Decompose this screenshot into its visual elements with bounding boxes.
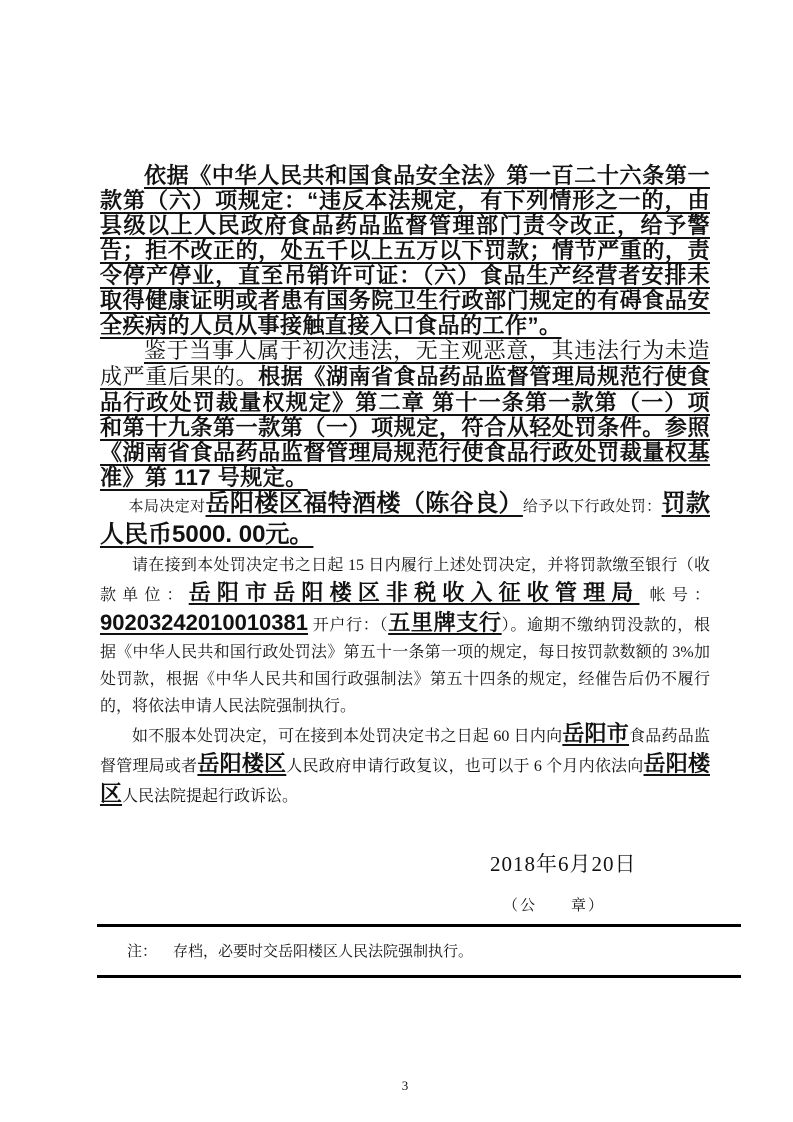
page-number <box>100 1078 710 1094</box>
seal-placeholder <box>100 894 710 915</box>
bank-branch-name: 五里牌支行 <box>388 610 502 635</box>
decision-lead-text: 本局决定对 <box>128 499 206 515</box>
payment-text-1: 请在接到本处罚决定书之日起 15 日内履行上述处罚决定，并将罚款缴至银行（收款单位： <box>100 557 710 604</box>
discretion-mitigation-text: 鉴于当事人属于初次违法，无主观恶意，其违法行为未造成严重后果的。 <box>100 339 710 390</box>
payee-name: 岳阳市岳阳楼区非税收入征收管理局 <box>188 580 640 605</box>
seal-placeholder-text: （公 章） <box>503 898 606 914</box>
appeal-text-4: 人民法院提起行政诉讼。 <box>122 788 299 805</box>
penalty-amount: 罚款人民币5000. 00元。 <box>100 490 710 548</box>
decision-date-text: 2018年6月20日 <box>490 852 637 876</box>
legal-basis-text: 依据《中华人民共和国食品安全法》第一百二十六条第一款第（六）项规定：“违反本法规定，有下列情形之一的，由县级以上人民政府食品药品监督管理部门责令改正，给予警告；拒不改正的，处五千以上五万以下罚款；情节严重的，责令停产停业，直至吊销许可证：（六）食品生产经营者安排未取得健康证明或者患有国务院卫生行政部门规定的有碍食品安全疾病的人员从事接触直接入口食品的工作”。 <box>100 163 710 338</box>
penalized-party-name: 岳阳楼区福特酒楼（陈谷良） <box>205 490 523 517</box>
payment-text-4: ）。逾期不缴纳罚没款的，根据《中华人民共和国行政处罚法》第五十一条第一项的规定，每日按罚款数额的 3%加处罚款，根据《中华人民共和国行政强制法》第五十四条的规定，经催告后仍不履行的，将依法申请人民法院强制执行。 <box>100 617 710 715</box>
paragraph-legal-basis <box>100 163 710 338</box>
note-box <box>97 924 741 978</box>
payment-text-3: 开户行：（ <box>308 617 389 634</box>
appeal-text-3: 人民政府申请行政复议，也可以于 6 个月内依法向 <box>286 758 644 775</box>
paragraph-decision <box>100 490 710 552</box>
appeal-city-name: 岳阳市 <box>562 721 630 746</box>
bank-account-number: 90203242010010381 <box>100 610 309 635</box>
appeal-district-name-1: 岳阳楼区 <box>197 751 287 776</box>
decision-date <box>100 848 710 878</box>
payment-text-2: 帐号： <box>639 587 710 604</box>
page-number-text: 3 <box>401 1078 409 1093</box>
paragraph-appeal-rights <box>100 720 710 810</box>
appeal-text-2: 食品药品监督管理局或者 <box>100 728 710 775</box>
appeal-district-name-2: 岳阳楼区 <box>100 751 710 806</box>
appeal-text-1: 如不服本处罚决定，可在接到本处罚决定书之日起 60 日内向 <box>132 728 563 745</box>
paragraph-payment-instructions <box>100 552 710 720</box>
note-label: 注： <box>127 944 158 960</box>
discretion-rule-text: 根据《湖南省食品药品监督管理局规范行使食品行政处罚裁量权规定》第二章 第十一条第一款第（一）项和第十九条第一款第（一）项规定，符合从轻处罚条件。参照《湖南省食品药品监督管理局规范行使食品行政处罚裁量权基准》第 117 号规定。 <box>100 364 710 490</box>
decision-middle-text: 给予以下行政处罚： <box>522 499 662 515</box>
paragraph-discretion <box>100 338 710 490</box>
note-text: 存档，必要时交岳阳楼区人民法院强制执行。 <box>173 944 474 960</box>
